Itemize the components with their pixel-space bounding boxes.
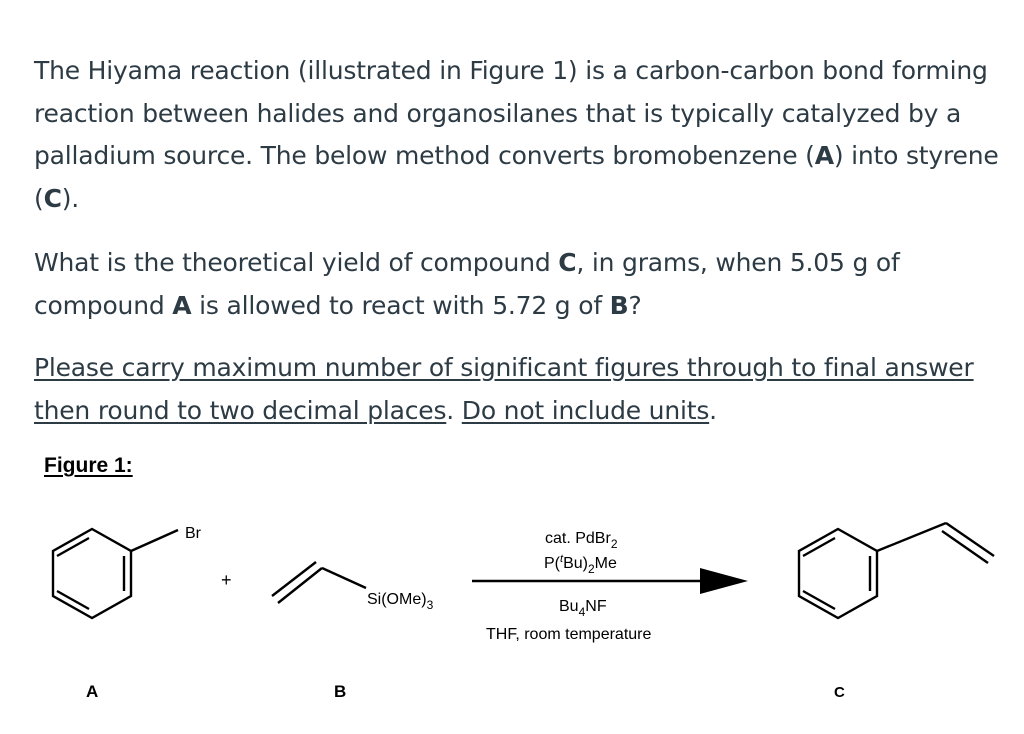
intro-paragraph: The Hiyama reaction (illustrated in Figure 1) is a carbon-carbon bond forming reaction between halides and organosilanes that is typically catalyzed by a palladium source. The below method converts bromobenzene (A) into styrene (C). <box>34 56 999 213</box>
silyl-group-label: $Si(OMe)_3$ <box>367 591 434 612</box>
compound-b-label: B <box>334 682 347 701</box>
vinylsilane-structure <box>272 562 366 603</box>
reaction-arrow-head <box>700 568 748 594</box>
instructions-paragraph: Please carry maximum number of significant figures through to final answer then round to two decimal places. Do not include units. <box>34 353 974 425</box>
reagent-conditions: THF, room temperature <box>486 626 652 643</box>
plus-sign: + <box>221 570 232 590</box>
bromine-label: Br <box>185 525 201 542</box>
styrene-structure <box>799 523 994 618</box>
reagent-ligand: $P(^tBu)_2Me$ <box>544 553 617 576</box>
compound-a-label: A <box>86 682 99 701</box>
question-paragraph: What is the theoretical yield of compound C, in grams, when 5.05 g of compound A is allowed to react with 5.72 g of B? <box>34 248 900 320</box>
reagent-activator: $Bu_4NF$ <box>559 598 607 619</box>
compound-c-label: C <box>834 684 845 701</box>
figure-title: Figure 1: <box>44 454 133 477</box>
reagent-catalyst: cat. PdBr$_2$ <box>545 530 618 551</box>
reaction-scheme <box>0 500 1024 720</box>
bromobenzene-structure <box>53 529 178 618</box>
